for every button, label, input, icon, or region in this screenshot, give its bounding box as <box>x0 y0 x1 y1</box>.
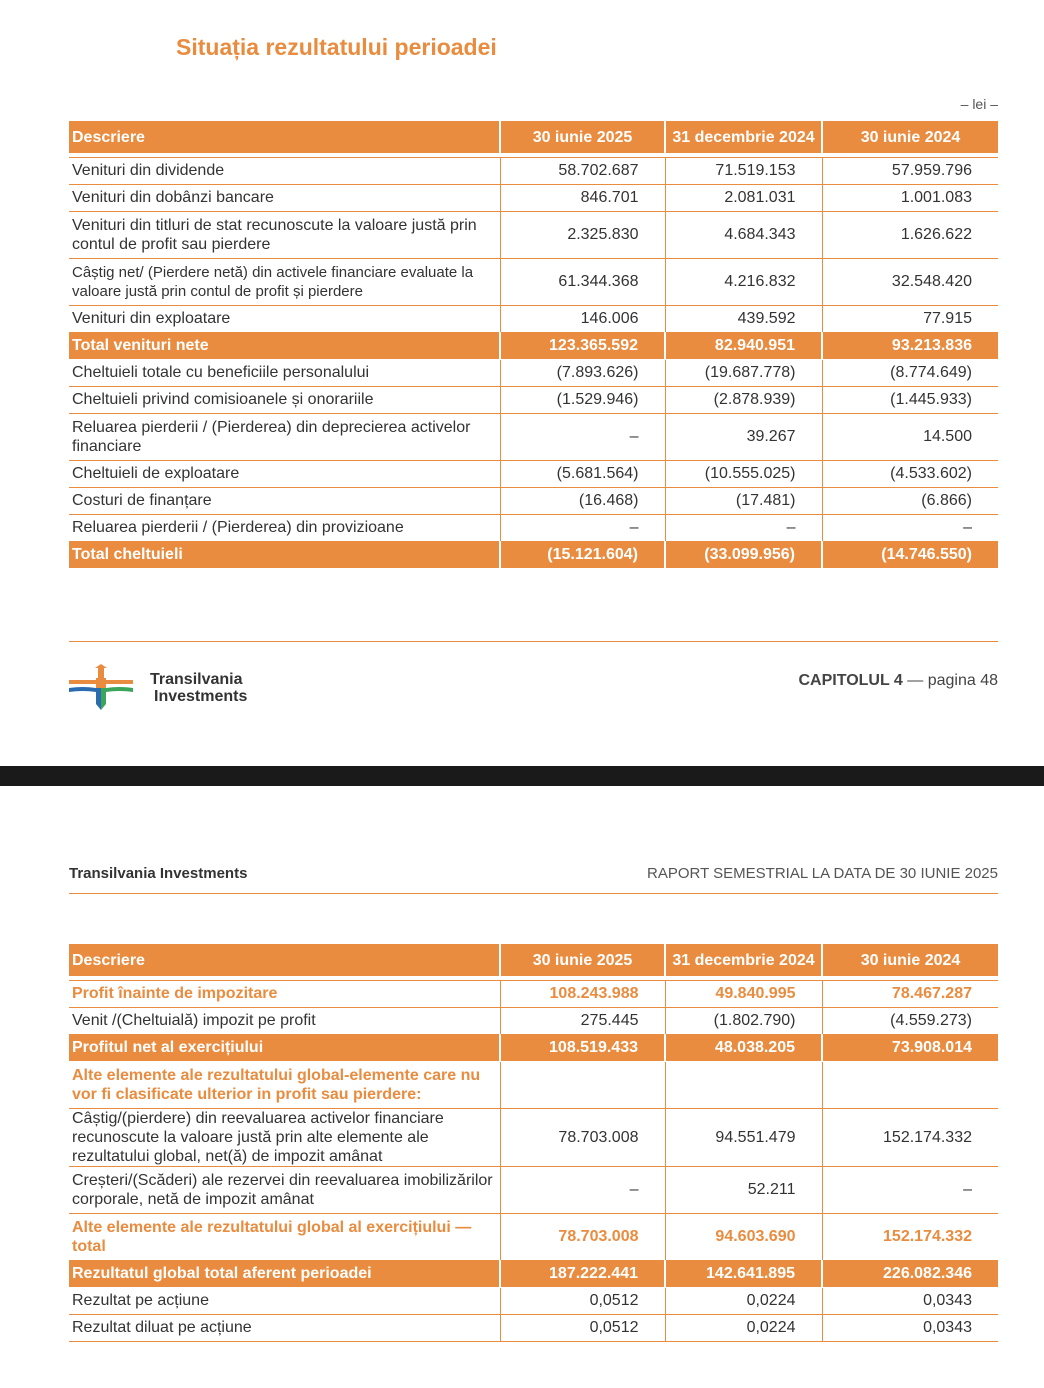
value-cell: (1.802.790) <box>665 1007 822 1034</box>
value-cell: 49.840.995 <box>665 980 822 1007</box>
table-row <box>69 487 998 514</box>
value-cell: (15.121.604) <box>500 541 665 568</box>
row-label: Cheltuieli de exploatare <box>69 460 500 487</box>
table-row <box>69 514 998 541</box>
row-label: Alte elemente ale rezultatului global-elemente care nu vor fi clasificate ulterior in profit sau pierdere: <box>69 1061 500 1108</box>
value-cell: (7.893.626) <box>500 359 665 386</box>
total-row <box>69 332 998 359</box>
value-cell: (14.746.550) <box>822 541 998 568</box>
value-cell: 71.519.153 <box>665 157 822 184</box>
running-header-company: Transilvania Investments <box>69 865 248 882</box>
table-row <box>69 980 998 1007</box>
table-row <box>69 1314 998 1341</box>
value-cell: 275.445 <box>500 1007 665 1034</box>
value-cell: 93.213.836 <box>822 332 998 359</box>
value-cell: 2.325.830 <box>500 211 665 258</box>
table-row <box>69 460 998 487</box>
table-header-row <box>69 944 998 976</box>
value-cell: 0,0224 <box>665 1314 822 1341</box>
header-col-1: 30 iunie 2025 <box>500 944 665 976</box>
row-label: Venituri din dobânzi bancare <box>69 184 500 211</box>
row-label: Reluarea pierderii / (Pierderea) din provizioane <box>69 514 500 541</box>
header-divider <box>69 893 998 894</box>
row-label: Cheltuieli privind comisioanele și onorariile <box>69 386 500 413</box>
value-cell <box>822 1061 998 1108</box>
row-label: Creșteri/(Scăderi) ale rezervei din reevaluarea imobilizărilor corporale, netă de impozit amânat <box>69 1166 500 1213</box>
value-cell: – <box>665 514 822 541</box>
table-row <box>69 1108 998 1166</box>
row-label: Venituri din titluri de stat recunoscute la valoare justă prin contul de profit sau pierdere <box>69 211 500 258</box>
value-cell: 4.216.832 <box>665 258 822 305</box>
row-label: Câștig net/ (Pierdere netă) din activele financiare evaluate la valoare justă prin contul de profit și pierdere <box>69 258 500 305</box>
value-cell: 0,0224 <box>665 1287 822 1314</box>
value-cell: 146.006 <box>500 305 665 332</box>
value-cell: 4.684.343 <box>665 211 822 258</box>
value-cell: (6.866) <box>822 487 998 514</box>
value-cell: – <box>500 514 665 541</box>
value-cell: 48.038.205 <box>665 1034 822 1061</box>
value-cell: 0,0512 <box>500 1314 665 1341</box>
value-cell: 0,0343 <box>822 1314 998 1341</box>
value-cell: (2.878.939) <box>665 386 822 413</box>
value-cell: 0,0343 <box>822 1287 998 1314</box>
table-row <box>69 1007 998 1034</box>
value-cell: 52.211 <box>665 1166 822 1213</box>
value-cell: 94.551.479 <box>665 1108 822 1166</box>
table-header-row <box>69 121 998 153</box>
page-reference <box>799 672 999 690</box>
value-cell: 187.222.441 <box>500 1260 665 1287</box>
value-cell: (17.481) <box>665 487 822 514</box>
table-row <box>69 1287 998 1314</box>
value-cell: 82.940.951 <box>665 332 822 359</box>
row-label: Venituri din exploatare <box>69 305 500 332</box>
value-cell: – <box>822 1166 998 1213</box>
row-label: Rezultat pe acțiune <box>69 1287 500 1314</box>
table-row <box>69 258 998 305</box>
table-row <box>69 413 998 460</box>
value-cell: (5.681.564) <box>500 460 665 487</box>
value-cell <box>665 1061 822 1108</box>
table-row <box>69 305 998 332</box>
value-cell: (1.529.946) <box>500 386 665 413</box>
running-header-report: RAPORT SEMESTRIAL LA DATA DE 30 IUNIE 2025 <box>647 865 998 882</box>
value-cell: 73.908.014 <box>822 1034 998 1061</box>
value-cell: 2.081.031 <box>665 184 822 211</box>
value-cell: (16.468) <box>500 487 665 514</box>
logo-wordmark <box>150 671 247 705</box>
value-cell <box>500 1061 665 1108</box>
header-description: Descriere <box>69 944 500 976</box>
logo-line-2: Investments <box>154 688 248 705</box>
table-row <box>69 1213 998 1260</box>
value-cell: 32.548.420 <box>822 258 998 305</box>
value-cell: 226.082.346 <box>822 1260 998 1287</box>
row-label: Alte elemente ale rezultatului global al exercițiului — total <box>69 1213 500 1260</box>
page-title: Situația rezultatului perioadei <box>176 34 497 60</box>
table-row <box>69 1166 998 1213</box>
transilvania-logo-icon <box>69 664 133 712</box>
value-cell: 14.500 <box>822 413 998 460</box>
header-col-2: 31 decembrie 2024 <box>665 121 822 153</box>
value-cell: 78.703.008 <box>500 1108 665 1166</box>
value-cell: (4.559.273) <box>822 1007 998 1034</box>
value-cell: 77.915 <box>822 305 998 332</box>
value-cell: – <box>500 1166 665 1213</box>
row-label: Cheltuieli totale cu beneficiile personalului <box>69 359 500 386</box>
value-cell: 39.267 <box>665 413 822 460</box>
table-row <box>69 359 998 386</box>
value-cell: 439.592 <box>665 305 822 332</box>
value-cell: 152.174.332 <box>822 1108 998 1166</box>
value-cell: 108.519.433 <box>500 1034 665 1061</box>
table-row <box>69 184 998 211</box>
value-cell: 123.365.592 <box>500 332 665 359</box>
value-cell: (8.774.649) <box>822 359 998 386</box>
value-cell: 142.641.895 <box>665 1260 822 1287</box>
row-label: Câștig/(pierdere) din reevaluarea activelor financiare recunoscute la valoare justă prin alte elemente ale rezultatului global, net(ă) de impozit amânat <box>69 1108 500 1166</box>
value-cell: – <box>500 413 665 460</box>
chapter-label: CAPITOLUL 4 <box>798 672 903 689</box>
value-cell: (4.533.602) <box>822 460 998 487</box>
value-cell: 57.959.796 <box>822 157 998 184</box>
header-col-3: 30 iunie 2024 <box>822 121 998 153</box>
income-statement-table <box>69 121 998 569</box>
value-cell: 61.344.368 <box>500 258 665 305</box>
row-label: Venituri din dividende <box>69 157 500 184</box>
value-cell: 78.703.008 <box>500 1213 665 1260</box>
table-row <box>69 211 998 258</box>
value-cell: 94.603.690 <box>665 1213 822 1260</box>
row-label: Profitul net al exercițiului <box>69 1034 500 1061</box>
row-label: Reluarea pierderii / (Pierderea) din deprecierea activelor financiare <box>69 413 500 460</box>
value-cell: 58.702.687 <box>500 157 665 184</box>
row-label: Profit înainte de impozitare <box>69 980 500 1007</box>
value-cell: (19.687.778) <box>665 359 822 386</box>
table-row <box>69 157 998 184</box>
value-cell: 0,0512 <box>500 1287 665 1314</box>
row-label: Total cheltuieli <box>69 541 500 568</box>
row-label: Venit /(Cheltuială) impozit pe profit <box>69 1007 500 1034</box>
total-row <box>69 541 998 568</box>
page-separator <box>0 766 1044 786</box>
page-number: — pagina 48 <box>902 672 998 689</box>
comprehensive-income-table <box>69 944 998 1342</box>
total-row <box>69 1034 998 1061</box>
value-cell: 108.243.988 <box>500 980 665 1007</box>
value-cell: 1.001.083 <box>822 184 998 211</box>
row-label: Total venituri nete <box>69 332 500 359</box>
row-label: Rezultatul global total aferent perioadei <box>69 1260 500 1287</box>
header-col-1: 30 iunie 2025 <box>500 121 665 153</box>
total-row <box>69 1260 998 1287</box>
value-cell: 1.626.622 <box>822 211 998 258</box>
value-cell: (1.445.933) <box>822 386 998 413</box>
value-cell: 152.174.332 <box>822 1213 998 1260</box>
value-cell: 846.701 <box>500 184 665 211</box>
row-label: Rezultat diluat pe acțiune <box>69 1314 500 1341</box>
header-col-2: 31 decembrie 2024 <box>665 944 822 976</box>
header-col-3: 30 iunie 2024 <box>822 944 998 976</box>
section-row <box>69 1061 998 1108</box>
value-cell: (10.555.025) <box>665 460 822 487</box>
row-label: Costuri de finanțare <box>69 487 500 514</box>
header-description: Descriere <box>69 121 500 153</box>
table-row <box>69 386 998 413</box>
value-cell: (33.099.956) <box>665 541 822 568</box>
value-cell: – <box>822 514 998 541</box>
value-cell: 78.467.287 <box>822 980 998 1007</box>
logo-line-1: Transilvania <box>150 671 243 688</box>
footer-divider <box>69 641 998 642</box>
unit-label: – lei – <box>960 96 998 112</box>
